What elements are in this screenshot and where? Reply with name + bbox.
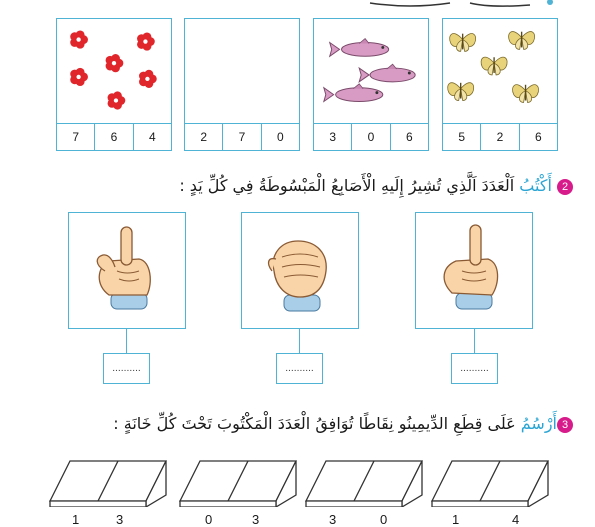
digit-cell: 3 [329,130,336,144]
dominoes [0,455,595,507]
answer-box-right[interactable] [451,353,498,384]
empty-drawing-area[interactable] [185,19,299,125]
flower-icon [70,30,88,48]
digit-row [314,123,428,150]
butterfly-icon [513,85,539,103]
digit-cell: 5 [458,130,465,144]
exercise-3-instruction [33,414,573,433]
domino-number: 1 [72,512,80,527]
butterfly-icon [509,32,535,50]
domino-piece[interactable] [306,461,422,507]
digit-cell: 2 [200,130,207,144]
card-butterflies [442,18,558,151]
flower-icon [108,91,126,109]
digit-cell: 6 [94,124,132,150]
hand-box-left [68,212,186,329]
fish-icon [359,64,415,82]
butterfly-icon [481,57,507,75]
card-flowers [56,18,172,151]
flower-icon [70,68,88,86]
exercise-2-instruction [53,176,573,195]
index-finger-icon [416,213,531,327]
top-cut-off-line [360,0,560,4]
fist-icon [242,213,357,327]
digit-row [57,123,171,150]
flower-icon [106,54,124,72]
domino-number: 0 [205,512,213,527]
exercise-number-badge: 2 [557,179,573,195]
domino-piece[interactable] [50,461,166,507]
digit-cell: 0 [261,124,299,150]
domino-number: 3 [329,512,337,527]
answer-placeholder: .......... [112,363,141,374]
card-fish [313,18,429,151]
hand-box-right [415,212,533,329]
domino-piece[interactable] [180,461,296,507]
answer-box-middle[interactable] [276,353,323,384]
hand-box-middle [241,212,359,329]
digit-cell: 6 [390,124,428,150]
digit-row [443,123,557,150]
instruction-text: اَلْعَدَدَ اَلَّذِي تُشِيرُ إِلَيهِ الْأَصَابِعُ الْمَبْسُوطَةُ فِي كُلِّ يَدٍ : [179,176,520,195]
digit-row [185,123,299,150]
hand-two-fingers-icon [69,213,184,327]
instruction-text: عَلَى قِطَعِ الدِّيمِينُو نِقَاطًا تُوَافِقُ الْعَدَدَ الْمَكْتُوبَ تَحْتَ كُلِّ خَانَةٍ : [113,414,521,433]
domino-number: 4 [512,512,520,527]
digit-cell: 2 [480,124,518,150]
domino-number: 3 [252,512,260,527]
connector-line [126,329,127,353]
flower-icon [137,32,155,50]
digit-cell: 4 [133,124,171,150]
fish-icon [330,39,389,57]
flower-icon [139,70,157,88]
fish-picture [314,19,428,125]
exercise-number-badge: 3 [557,417,573,433]
domino-number: 0 [380,512,388,527]
instruction-verb: أَرْسُمُ [520,414,557,433]
digit-cell: 0 [351,124,389,150]
domino-piece[interactable] [432,461,548,507]
digit-cell: 7 [222,124,260,150]
domino-number: 3 [116,512,124,527]
butterfly-icon [450,34,476,52]
answer-box-left[interactable] [103,353,150,384]
instruction-verb: أَكْتُبُ [519,176,552,195]
butterfly-icon [448,83,474,101]
fish-icon [324,84,383,102]
card-empty[interactable] [184,18,300,151]
connector-line [474,329,475,353]
digit-cell: 6 [519,124,557,150]
flowers-picture [57,19,171,125]
answer-placeholder: .......... [285,363,314,374]
domino-number: 1 [452,512,460,527]
answer-placeholder: .......... [460,363,489,374]
butterflies-picture [443,19,557,125]
digit-cell: 7 [72,130,79,144]
connector-line [299,329,300,353]
